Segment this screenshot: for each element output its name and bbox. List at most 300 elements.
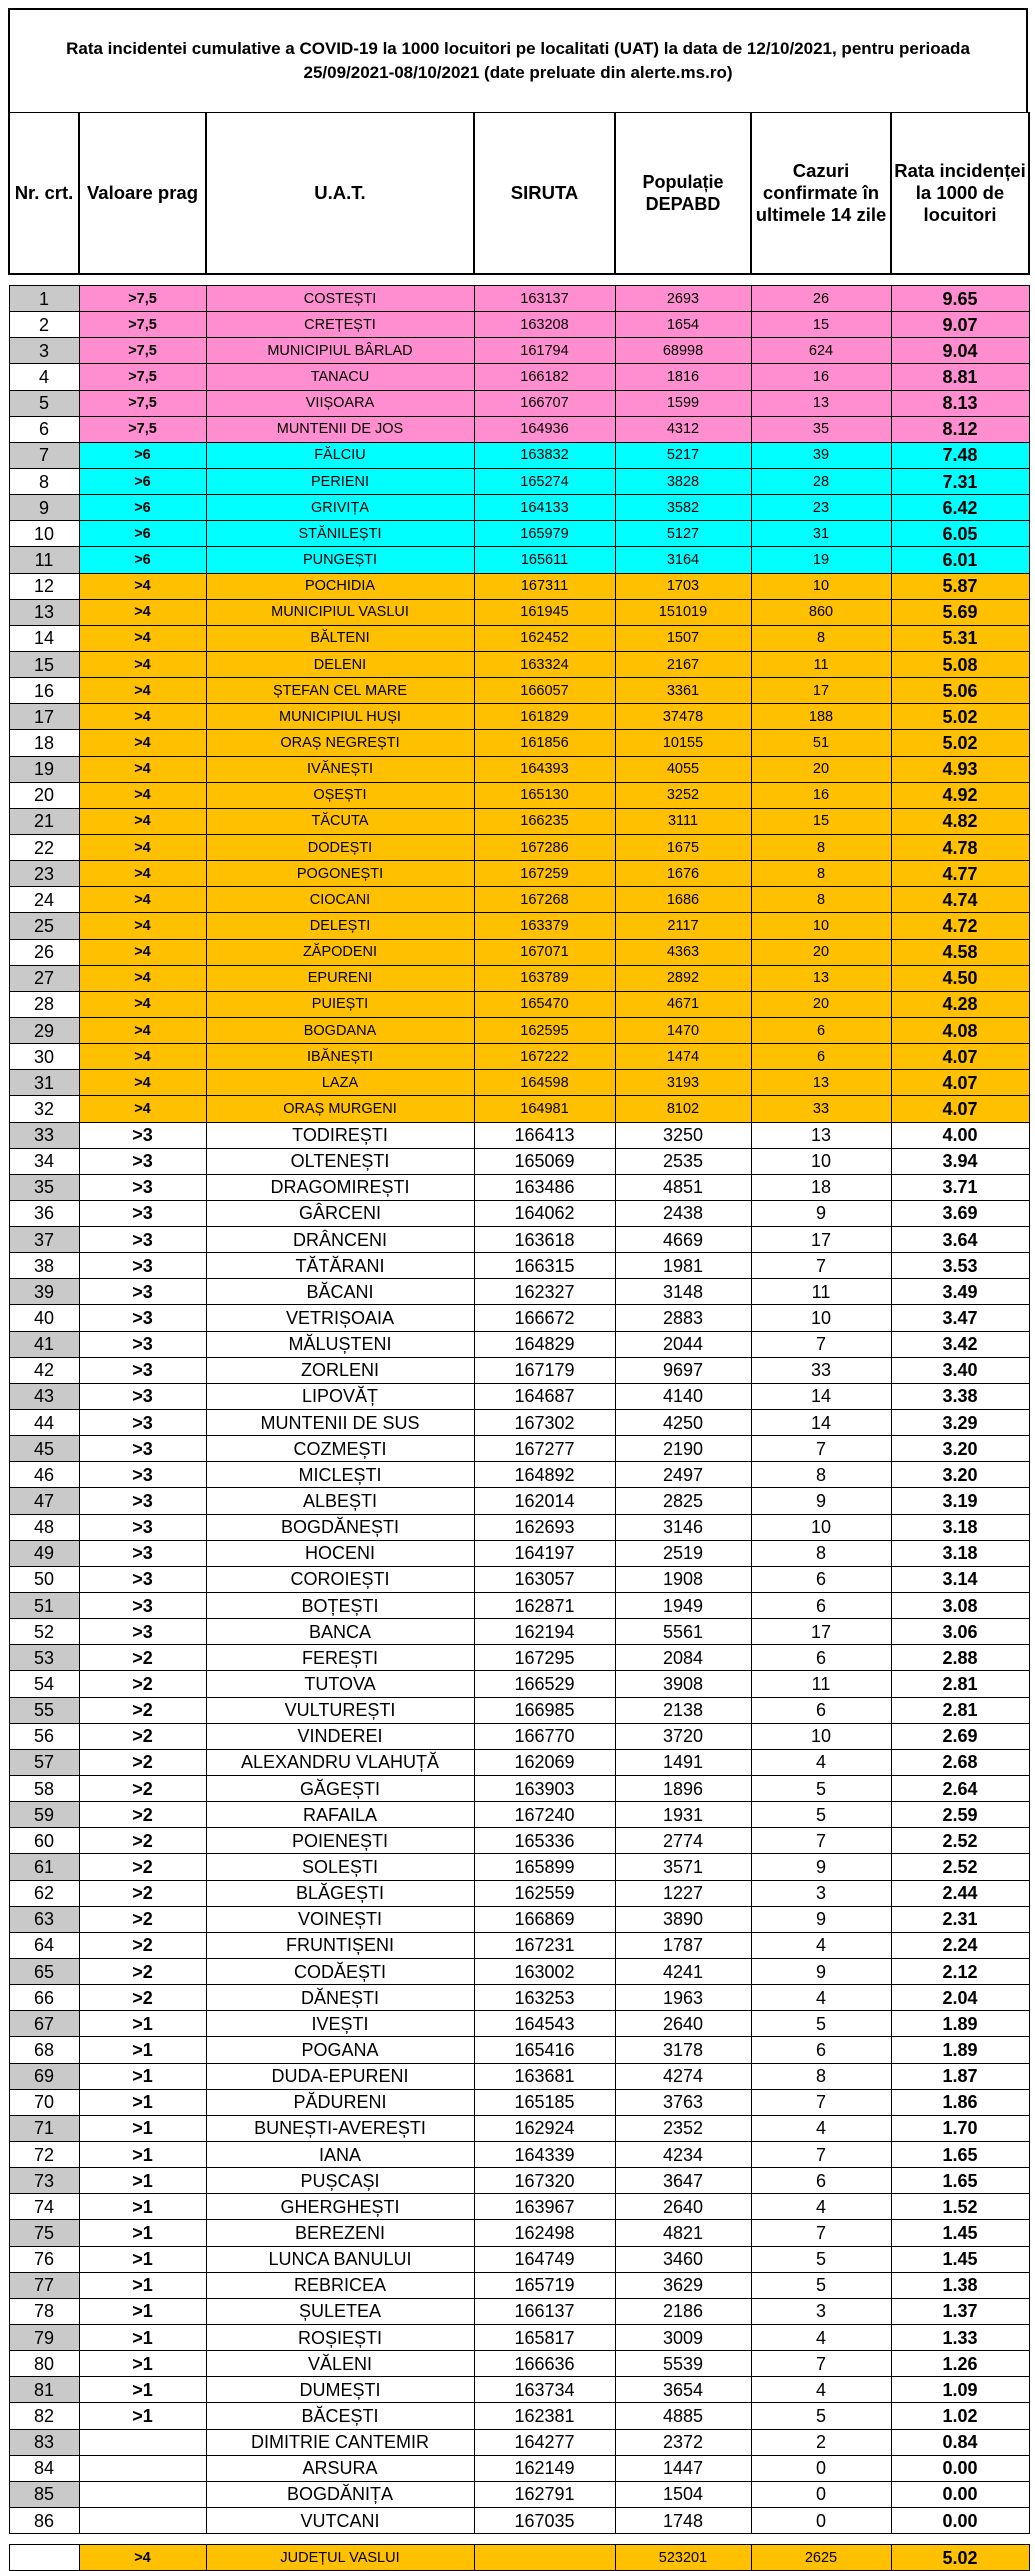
uat-cell: PUIEȘTI (206, 991, 474, 1017)
siruta-cell: 162014 (474, 1488, 615, 1514)
uat-cell: BĂCANI (206, 1279, 474, 1305)
table-row (9, 2298, 1029, 2324)
siruta-cell: 164892 (474, 1462, 615, 1488)
threshold-cell (79, 2481, 206, 2507)
uat-cell: DUMEȘTI (206, 2377, 474, 2403)
table-row (9, 1462, 1029, 1488)
header-cases: Cazuri confirmate în ultimele 14 zile (751, 113, 891, 275)
cases-cell: 8 (751, 1540, 891, 1566)
table-row (9, 442, 1029, 468)
nr-cell: 31 (9, 1070, 79, 1096)
cases-cell: 188 (751, 704, 891, 730)
table-row (9, 625, 1029, 651)
uat-cell: PĂDURENI (206, 2089, 474, 2115)
uat-cell: COROIEȘTI (206, 1566, 474, 1592)
uat-cell: ALEXANDRU VLAHUȚĂ (206, 1749, 474, 1775)
uat-cell: TĂTĂRANI (206, 1253, 474, 1279)
population-cell: 3828 (615, 468, 751, 494)
threshold-cell: >4 (79, 678, 206, 704)
rate-cell: 1.89 (891, 2011, 1029, 2037)
uat-cell: ORAȘ NEGREȘTI (206, 730, 474, 756)
siruta-cell: 165336 (474, 1828, 615, 1854)
cases-cell: 39 (751, 442, 891, 468)
population-cell: 5539 (615, 2351, 751, 2377)
rate-cell: 3.08 (891, 1593, 1029, 1619)
rate-cell: 4.74 (891, 887, 1029, 913)
population-cell: 1703 (615, 573, 751, 599)
siruta-cell: 167311 (474, 573, 615, 599)
total-siruta-cell (474, 2545, 615, 2571)
nr-cell: 10 (9, 521, 79, 547)
rate-cell: 3.20 (891, 1462, 1029, 1488)
table-row (9, 1645, 1029, 1671)
cases-cell: 14 (751, 1383, 891, 1409)
table-row (9, 1959, 1029, 1985)
siruta-cell: 162871 (474, 1593, 615, 1619)
uat-cell: CODĂEȘTI (206, 1959, 474, 1985)
population-cell: 2774 (615, 1828, 751, 1854)
population-cell: 2883 (615, 1305, 751, 1331)
population-cell: 3148 (615, 1279, 751, 1305)
nr-cell: 83 (9, 2429, 79, 2455)
nr-cell: 9 (9, 495, 79, 521)
nr-cell: 1 (9, 286, 79, 312)
table-row (9, 2351, 1029, 2377)
population-cell: 2190 (615, 1436, 751, 1462)
total-nr-cell (9, 2545, 79, 2571)
uat-cell: BOGDĂNIȚA (206, 2481, 474, 2507)
uat-cell: PUNGEȘTI (206, 547, 474, 573)
rate-cell: 1.70 (891, 2115, 1029, 2141)
siruta-cell: 167240 (474, 1802, 615, 1828)
rate-cell: 5.06 (891, 678, 1029, 704)
threshold-cell: >1 (79, 2115, 206, 2141)
rate-cell: 2.31 (891, 1906, 1029, 1932)
threshold-cell: >3 (79, 1514, 206, 1540)
uat-cell: MUNTENII DE JOS (206, 416, 474, 442)
nr-cell: 49 (9, 1540, 79, 1566)
nr-cell: 75 (9, 2220, 79, 2246)
nr-cell: 80 (9, 2351, 79, 2377)
threshold-cell: >4 (79, 651, 206, 677)
rate-cell: 8.13 (891, 390, 1029, 416)
nr-cell: 66 (9, 1985, 79, 2011)
population-cell: 4885 (615, 2403, 751, 2429)
cases-cell: 0 (751, 2507, 891, 2533)
siruta-cell: 163734 (474, 2377, 615, 2403)
population-cell: 4821 (615, 2220, 751, 2246)
threshold-cell: >2 (79, 1932, 206, 1958)
table-row (9, 2168, 1029, 2194)
rate-cell: 2.12 (891, 1959, 1029, 1985)
uat-cell: CIOCANI (206, 887, 474, 913)
table-row (9, 468, 1029, 494)
nr-cell: 59 (9, 1802, 79, 1828)
cases-cell: 33 (751, 1357, 891, 1383)
siruta-cell: 166182 (474, 364, 615, 390)
nr-cell: 64 (9, 1932, 79, 1958)
siruta-cell: 164062 (474, 1200, 615, 1226)
uat-cell: MUNTENII DE SUS (206, 1410, 474, 1436)
siruta-cell: 162924 (474, 2115, 615, 2141)
population-cell: 3908 (615, 1671, 751, 1697)
table-row (9, 2037, 1029, 2063)
cases-cell: 20 (751, 991, 891, 1017)
table-row (9, 704, 1029, 730)
threshold-cell: >4 (79, 573, 206, 599)
nr-cell: 62 (9, 1880, 79, 1906)
nr-cell: 60 (9, 1828, 79, 1854)
siruta-cell: 163253 (474, 1985, 615, 2011)
table-row (9, 1305, 1029, 1331)
table-row (9, 991, 1029, 1017)
uat-cell: IVĂNEȘTI (206, 756, 474, 782)
nr-cell: 12 (9, 573, 79, 599)
uat-cell: FRUNTIȘENI (206, 1932, 474, 1958)
threshold-cell: >7,5 (79, 286, 206, 312)
table-row (9, 965, 1029, 991)
table-row (9, 312, 1029, 338)
nr-cell: 33 (9, 1122, 79, 1148)
threshold-cell: >3 (79, 1122, 206, 1148)
uat-cell: BOȚEȘTI (206, 1593, 474, 1619)
table-row (9, 2377, 1029, 2403)
cases-cell: 4 (751, 2115, 891, 2141)
cases-cell: 13 (751, 1122, 891, 1148)
population-cell: 2640 (615, 2011, 751, 2037)
table-row (9, 756, 1029, 782)
threshold-cell: >4 (79, 599, 206, 625)
rate-cell: 5.08 (891, 651, 1029, 677)
cases-cell: 6 (751, 1017, 891, 1043)
uat-cell: FĂLCIU (206, 442, 474, 468)
uat-cell: IBĂNEȘTI (206, 1044, 474, 1070)
threshold-cell: >6 (79, 521, 206, 547)
population-cell: 1675 (615, 834, 751, 860)
siruta-cell: 161829 (474, 704, 615, 730)
table-row (9, 1436, 1029, 1462)
threshold-cell: >6 (79, 495, 206, 521)
rate-cell: 1.65 (891, 2168, 1029, 2194)
nr-cell: 40 (9, 1305, 79, 1331)
population-cell: 151019 (615, 599, 751, 625)
siruta-cell: 162595 (474, 1017, 615, 1043)
rate-cell: 9.65 (891, 286, 1029, 312)
rate-cell: 8.12 (891, 416, 1029, 442)
header-threshold: Valoare prag (79, 113, 206, 275)
cases-cell: 20 (751, 939, 891, 965)
siruta-cell: 167302 (474, 1410, 615, 1436)
population-cell: 1474 (615, 1044, 751, 1070)
siruta-cell: 163789 (474, 965, 615, 991)
nr-cell: 47 (9, 1488, 79, 1514)
cases-cell: 17 (751, 1619, 891, 1645)
table-row (9, 1200, 1029, 1226)
nr-cell: 53 (9, 1645, 79, 1671)
nr-cell: 19 (9, 756, 79, 782)
rate-cell: 4.93 (891, 756, 1029, 782)
rate-cell: 8.81 (891, 364, 1029, 390)
nr-cell: 23 (9, 861, 79, 887)
population-cell: 2825 (615, 1488, 751, 1514)
population-cell: 3629 (615, 2272, 751, 2298)
nr-cell: 28 (9, 991, 79, 1017)
nr-cell: 73 (9, 2168, 79, 2194)
population-cell: 8102 (615, 1096, 751, 1122)
nr-cell: 39 (9, 1279, 79, 1305)
table-row (9, 678, 1029, 704)
uat-cell: ROȘIEȘTI (206, 2324, 474, 2350)
population-cell: 3571 (615, 1854, 751, 1880)
threshold-cell: >1 (79, 2011, 206, 2037)
population-cell: 3890 (615, 1906, 751, 1932)
siruta-cell: 163681 (474, 2063, 615, 2089)
cases-cell: 16 (751, 364, 891, 390)
threshold-cell: >2 (79, 1880, 206, 1906)
population-cell: 3720 (615, 1723, 751, 1749)
siruta-cell: 161945 (474, 599, 615, 625)
nr-cell: 68 (9, 2037, 79, 2063)
population-cell: 2372 (615, 2429, 751, 2455)
header-nr: Nr. crt. (9, 113, 79, 275)
rate-cell: 0.00 (891, 2507, 1029, 2533)
rate-cell: 5.69 (891, 599, 1029, 625)
header-row (9, 113, 1029, 275)
table-row (9, 782, 1029, 808)
uat-cell: TUTOVA (206, 1671, 474, 1697)
table-row (9, 495, 1029, 521)
population-cell: 2138 (615, 1697, 751, 1723)
nr-cell: 4 (9, 364, 79, 390)
header-population: Populație DEPABD (615, 113, 751, 275)
cases-cell: 17 (751, 1227, 891, 1253)
cases-cell: 7 (751, 2141, 891, 2167)
cases-cell: 9 (751, 1200, 891, 1226)
table-row (9, 939, 1029, 965)
cases-cell: 10 (751, 1723, 891, 1749)
siruta-cell: 164133 (474, 495, 615, 521)
table-row (9, 1593, 1029, 1619)
uat-cell: RAFAILA (206, 1802, 474, 1828)
uat-cell: CREȚEȘTI (206, 312, 474, 338)
siruta-cell: 162381 (474, 2403, 615, 2429)
cases-cell: 4 (751, 1985, 891, 2011)
threshold-cell: >7,5 (79, 338, 206, 364)
cases-cell: 6 (751, 2168, 891, 2194)
nr-cell: 38 (9, 1253, 79, 1279)
uat-cell: SOLEȘTI (206, 1854, 474, 1880)
threshold-cell: >3 (79, 1148, 206, 1174)
rate-cell: 9.07 (891, 312, 1029, 338)
table-row (9, 1070, 1029, 1096)
rate-cell: 7.31 (891, 468, 1029, 494)
uat-cell: POCHIDIA (206, 573, 474, 599)
threshold-cell: >2 (79, 1697, 206, 1723)
nr-cell: 25 (9, 913, 79, 939)
cases-cell: 7 (751, 2089, 891, 2115)
uat-cell: BOGDĂNEȘTI (206, 1514, 474, 1540)
population-cell: 3250 (615, 1122, 751, 1148)
rate-cell: 9.04 (891, 338, 1029, 364)
cases-cell: 8 (751, 834, 891, 860)
nr-cell: 61 (9, 1854, 79, 1880)
rate-cell: 1.38 (891, 2272, 1029, 2298)
rate-cell: 2.64 (891, 1776, 1029, 1802)
table-row (9, 1514, 1029, 1540)
siruta-cell: 163486 (474, 1174, 615, 1200)
cases-cell: 860 (751, 599, 891, 625)
population-cell: 1447 (615, 2455, 751, 2481)
cases-cell: 9 (751, 1854, 891, 1880)
rate-cell: 6.42 (891, 495, 1029, 521)
cases-cell: 10 (751, 1148, 891, 1174)
threshold-cell: >4 (79, 1096, 206, 1122)
cases-cell: 20 (751, 756, 891, 782)
uat-cell: DODEȘTI (206, 834, 474, 860)
threshold-cell: >1 (79, 2246, 206, 2272)
rate-cell: 4.92 (891, 782, 1029, 808)
population-cell: 2352 (615, 2115, 751, 2141)
population-cell: 3647 (615, 2168, 751, 2194)
threshold-cell: >4 (79, 756, 206, 782)
table-row (9, 1331, 1029, 1357)
rate-cell: 2.44 (891, 1880, 1029, 1906)
uat-cell: MUNICIPIUL BÂRLAD (206, 338, 474, 364)
table-row (9, 521, 1029, 547)
cases-cell: 3 (751, 2298, 891, 2324)
threshold-cell: >3 (79, 1383, 206, 1409)
siruta-cell: 164393 (474, 756, 615, 782)
threshold-cell: >1 (79, 2324, 206, 2350)
siruta-cell: 167231 (474, 1932, 615, 1958)
siruta-cell: 165069 (474, 1148, 615, 1174)
population-cell: 4250 (615, 1410, 751, 1436)
threshold-cell: >1 (79, 2403, 206, 2429)
siruta-cell: 165979 (474, 521, 615, 547)
table-row (9, 2246, 1029, 2272)
threshold-cell: >3 (79, 1331, 206, 1357)
uat-cell: LUNCA BANULUI (206, 2246, 474, 2272)
siruta-cell: 164829 (474, 1331, 615, 1357)
uat-cell: BĂCEȘTI (206, 2403, 474, 2429)
table-row (9, 1383, 1029, 1409)
rate-cell: 4.78 (891, 834, 1029, 860)
cases-cell: 19 (751, 547, 891, 573)
table-row (9, 1776, 1029, 1802)
nr-cell: 16 (9, 678, 79, 704)
rate-cell: 2.68 (891, 1749, 1029, 1775)
nr-cell: 77 (9, 2272, 79, 2298)
threshold-cell: >3 (79, 1619, 206, 1645)
nr-cell: 50 (9, 1566, 79, 1592)
rate-cell: 4.82 (891, 808, 1029, 834)
siruta-cell: 165130 (474, 782, 615, 808)
uat-cell: VETRIȘOAIA (206, 1305, 474, 1331)
nr-cell: 63 (9, 1906, 79, 1932)
population-cell: 10155 (615, 730, 751, 756)
table-row (9, 573, 1029, 599)
rate-cell: 4.77 (891, 861, 1029, 887)
table-row (9, 651, 1029, 677)
table-row (9, 338, 1029, 364)
threshold-cell: >3 (79, 1488, 206, 1514)
population-cell: 2519 (615, 1540, 751, 1566)
rate-cell: 4.28 (891, 991, 1029, 1017)
uat-cell: DĂNEȘTI (206, 1985, 474, 2011)
table-row (9, 2063, 1029, 2089)
cases-cell: 26 (751, 286, 891, 312)
nr-cell: 67 (9, 2011, 79, 2037)
nr-cell: 54 (9, 1671, 79, 1697)
threshold-cell: >2 (79, 1828, 206, 1854)
cases-cell: 7 (751, 2351, 891, 2377)
siruta-cell: 167222 (474, 1044, 615, 1070)
header-uat: U.A.T. (206, 113, 474, 275)
nr-cell: 8 (9, 468, 79, 494)
rate-cell: 1.65 (891, 2141, 1029, 2167)
table-row (9, 1227, 1029, 1253)
table-row (9, 1017, 1029, 1043)
cases-cell: 0 (751, 2455, 891, 2481)
rate-cell: 1.33 (891, 2324, 1029, 2350)
siruta-cell: 166985 (474, 1697, 615, 1723)
cases-cell: 10 (751, 1305, 891, 1331)
rate-cell: 5.02 (891, 730, 1029, 756)
population-cell: 2167 (615, 651, 751, 677)
cases-cell: 3 (751, 1880, 891, 1906)
table-row (9, 1828, 1029, 1854)
uat-cell: VOINEȘTI (206, 1906, 474, 1932)
threshold-cell: >4 (79, 782, 206, 808)
rate-cell: 3.42 (891, 1331, 1029, 1357)
cases-cell: 6 (751, 1645, 891, 1671)
rate-cell: 1.45 (891, 2246, 1029, 2272)
threshold-cell: >3 (79, 1174, 206, 1200)
nr-cell: 22 (9, 834, 79, 860)
nr-cell: 6 (9, 416, 79, 442)
population-cell: 5561 (615, 1619, 751, 1645)
uat-cell: REBRICEA (206, 2272, 474, 2298)
population-cell: 3582 (615, 495, 751, 521)
siruta-cell: 167035 (474, 2507, 615, 2533)
nr-cell: 20 (9, 782, 79, 808)
siruta-cell: 163903 (474, 1776, 615, 1802)
nr-cell: 84 (9, 2455, 79, 2481)
table-row (9, 364, 1029, 390)
population-cell: 5127 (615, 521, 751, 547)
threshold-cell: >2 (79, 1671, 206, 1697)
population-cell: 1949 (615, 1593, 751, 1619)
siruta-cell: 167295 (474, 1645, 615, 1671)
nr-cell: 2 (9, 312, 79, 338)
population-cell: 1931 (615, 1802, 751, 1828)
rate-cell: 2.52 (891, 1854, 1029, 1880)
table-row (9, 861, 1029, 887)
population-cell: 2535 (615, 1148, 751, 1174)
nr-cell: 5 (9, 390, 79, 416)
table-row (9, 2507, 1029, 2533)
nr-cell: 34 (9, 1148, 79, 1174)
population-cell: 4234 (615, 2141, 751, 2167)
nr-cell: 74 (9, 2194, 79, 2220)
cases-cell: 6 (751, 1044, 891, 1070)
table-row (9, 1566, 1029, 1592)
population-cell: 2497 (615, 1462, 751, 1488)
rate-cell: 3.18 (891, 1514, 1029, 1540)
uat-cell: PERIENI (206, 468, 474, 494)
spacer-cell (9, 274, 1029, 286)
threshold-cell: >3 (79, 1566, 206, 1592)
